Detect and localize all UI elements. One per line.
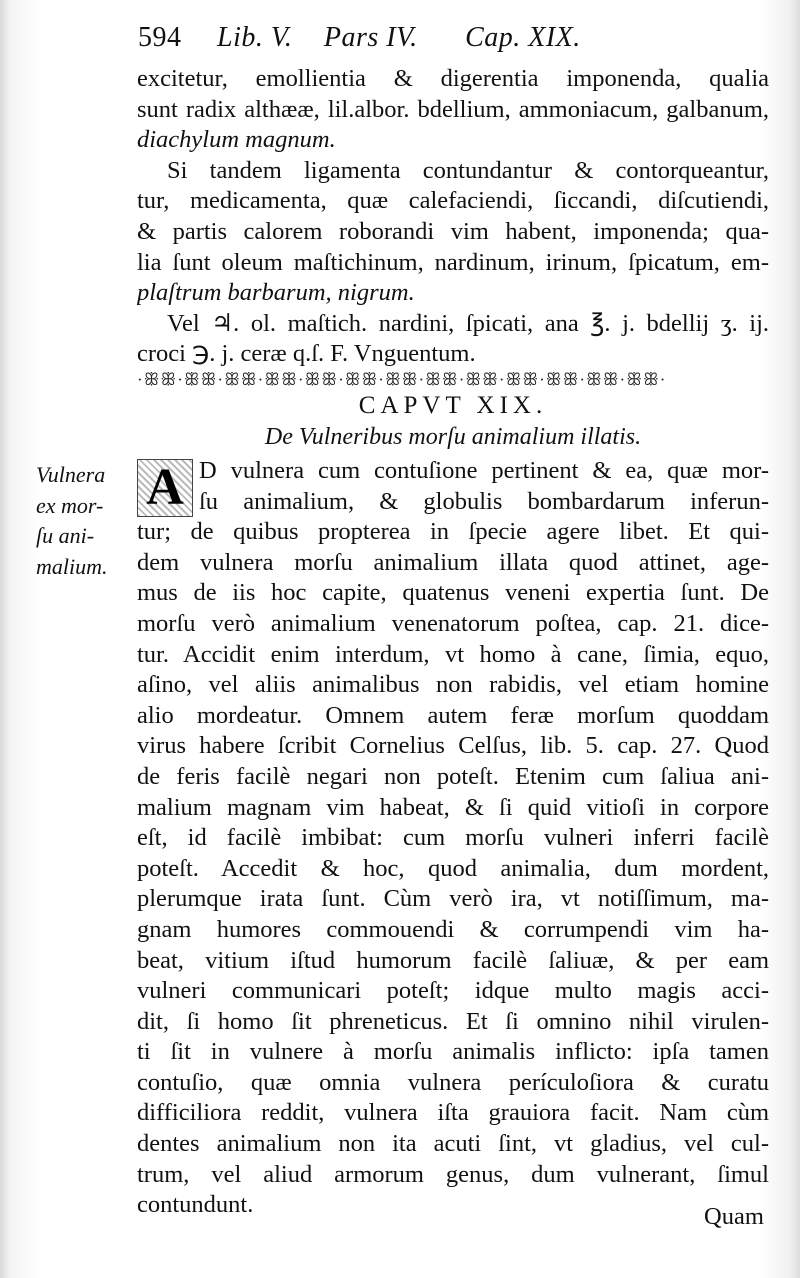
text-line: de feris facilè negari non poteſt. Etenim cum ſaliua ani- [137,762,769,790]
margin-note-line: ſu ani- [36,523,95,549]
text-line: dit, ſi homo ſit phreneticus. Et ſi omnino nihil virulen- [137,1007,769,1035]
text-line: eſt, id facilè imbibat: cum morſu vulneri inferri facilè [137,824,769,852]
text-line: dentes animalium non ita acuti ſint, vt gladius, vel cul- [137,1130,769,1158]
text-line: Vel ♃. ol. maſtich. nardini, ſpicati, ana ℥. j. bdellij ʒ. ij. [167,309,769,337]
chapter-subtitle: De Vulneribus morſu animalium illatis. [264,424,642,450]
text-line: D vulnera cum contuſione pertinent & ea, quæ mor- [199,457,769,484]
top-paragraphs [137,64,769,370]
main-paragraph [137,456,769,1221]
text-line: & partis calorem roborandi vim habent, imponenda; qua- [137,217,769,245]
text-line: poteſt. Accedit & hoc, quod animalia, dum mordent, [137,854,769,882]
text-line: croci ℈. j. ceræ q.ſ. F. Vnguentum. [137,340,476,368]
ornament-rule: ·ꕥꕥ·ꕥꕥ·ꕥꕥ·ꕥꕥ·ꕥꕥ·ꕥꕥ·ꕥꕥ·ꕥꕥ·ꕥꕥ·ꕥꕥ·ꕥꕥ·ꕥꕥ·ꕥꕥ· [137,370,667,389]
margin-note-line: ex mor- [36,492,104,518]
text-line: tur. Accidit enim interdum, vt homo à cane, ſimia, equo, [137,640,769,668]
text-line: contuſio, quæ omnia vulnera perículoſiora & curatu [137,1068,769,1096]
text-line: tur; de quibus propterea in ſpecie agere libet. Et qui- [137,518,769,546]
drop-cap: A [137,459,193,517]
text-line: difficiliora reddit, vulnera iſta grauiora facit. Nam cùm [137,1099,769,1127]
text-line: plerumque irata ſunt. Cùm verò ira, vt notiſſimum, ma- [137,885,769,913]
text-line: excitetur, emollientia & digerentia imponenda, qualia [137,65,769,92]
text-line: virus habere ſcribit Cornelius Celſus, lib. 5. cap. 27. Quod [137,732,769,760]
text-line: vulneri communicari poteſt; idque multo magis acci- [137,977,769,1005]
text-line: gnam humores commouendi & corrumpendi vim ha- [137,915,769,943]
header-pars: Pars IV. [323,22,418,53]
text-line: plaſtrum barbarum, nigrum. [137,279,415,307]
text-line: ſu animalium, & globulis bombardarum inferun- [199,487,769,515]
text-line: mus de iis hoc capite, quatenus veneni expertia ſunt. De [137,579,769,607]
header-lib: Lib. V. [217,22,293,53]
text-line: diachylum magnum. [137,126,336,154]
text-line: beat, vitium iſtud humorum facilè ſaliuæ, & per eam [137,946,769,974]
text-line: Si tandem ligamenta contundantur & contorqueantur, [167,156,769,184]
text-line: dem vulnera morſu animalium illata quod attinet, age- [137,548,769,576]
margin-note-line: malium. [36,553,108,579]
margin-note-line: Vulnera [36,462,106,487]
running-header [138,22,638,54]
text-line: lia ſunt oleum maſtichinum, nardinum, irinum, ſpicatum, em- [137,248,769,276]
chapter-title: CAPVT XIX. [358,392,548,419]
page-number: 594 [138,22,182,53]
text-line: contundunt. [137,1191,254,1219]
text-line: morſu verò animalium venenatorum poſtea, cap. 21. dice- [137,609,769,637]
text-line: trum, vel aliud armorum genus, dum vulnerant, ſimul [137,1160,769,1188]
text-line: malium magnam vim habeat, & ſi quid vitioſi in corpore [137,793,769,821]
text-line: aſino, vel aliis animalibus non rabidis, vel etiam homine [137,671,769,699]
header-cap: Cap. XIX. [465,22,581,53]
text-line: alio mordeatur. Omnem autem feræ morſum quoddam [137,701,769,729]
catchword: Quam [704,1203,764,1230]
text-line: ti ſit in vulnere à morſu animalis inflicto: ipſa tamen [137,1038,769,1066]
text-line: sunt radix althææ, lil.albor. bdellium, ammoniacum, galbanum, [137,95,769,123]
text-line: tur, medicamenta, quæ calefaciendi, ſiccandi, diſcutiendi, [137,187,769,215]
margin-note [36,460,130,582]
